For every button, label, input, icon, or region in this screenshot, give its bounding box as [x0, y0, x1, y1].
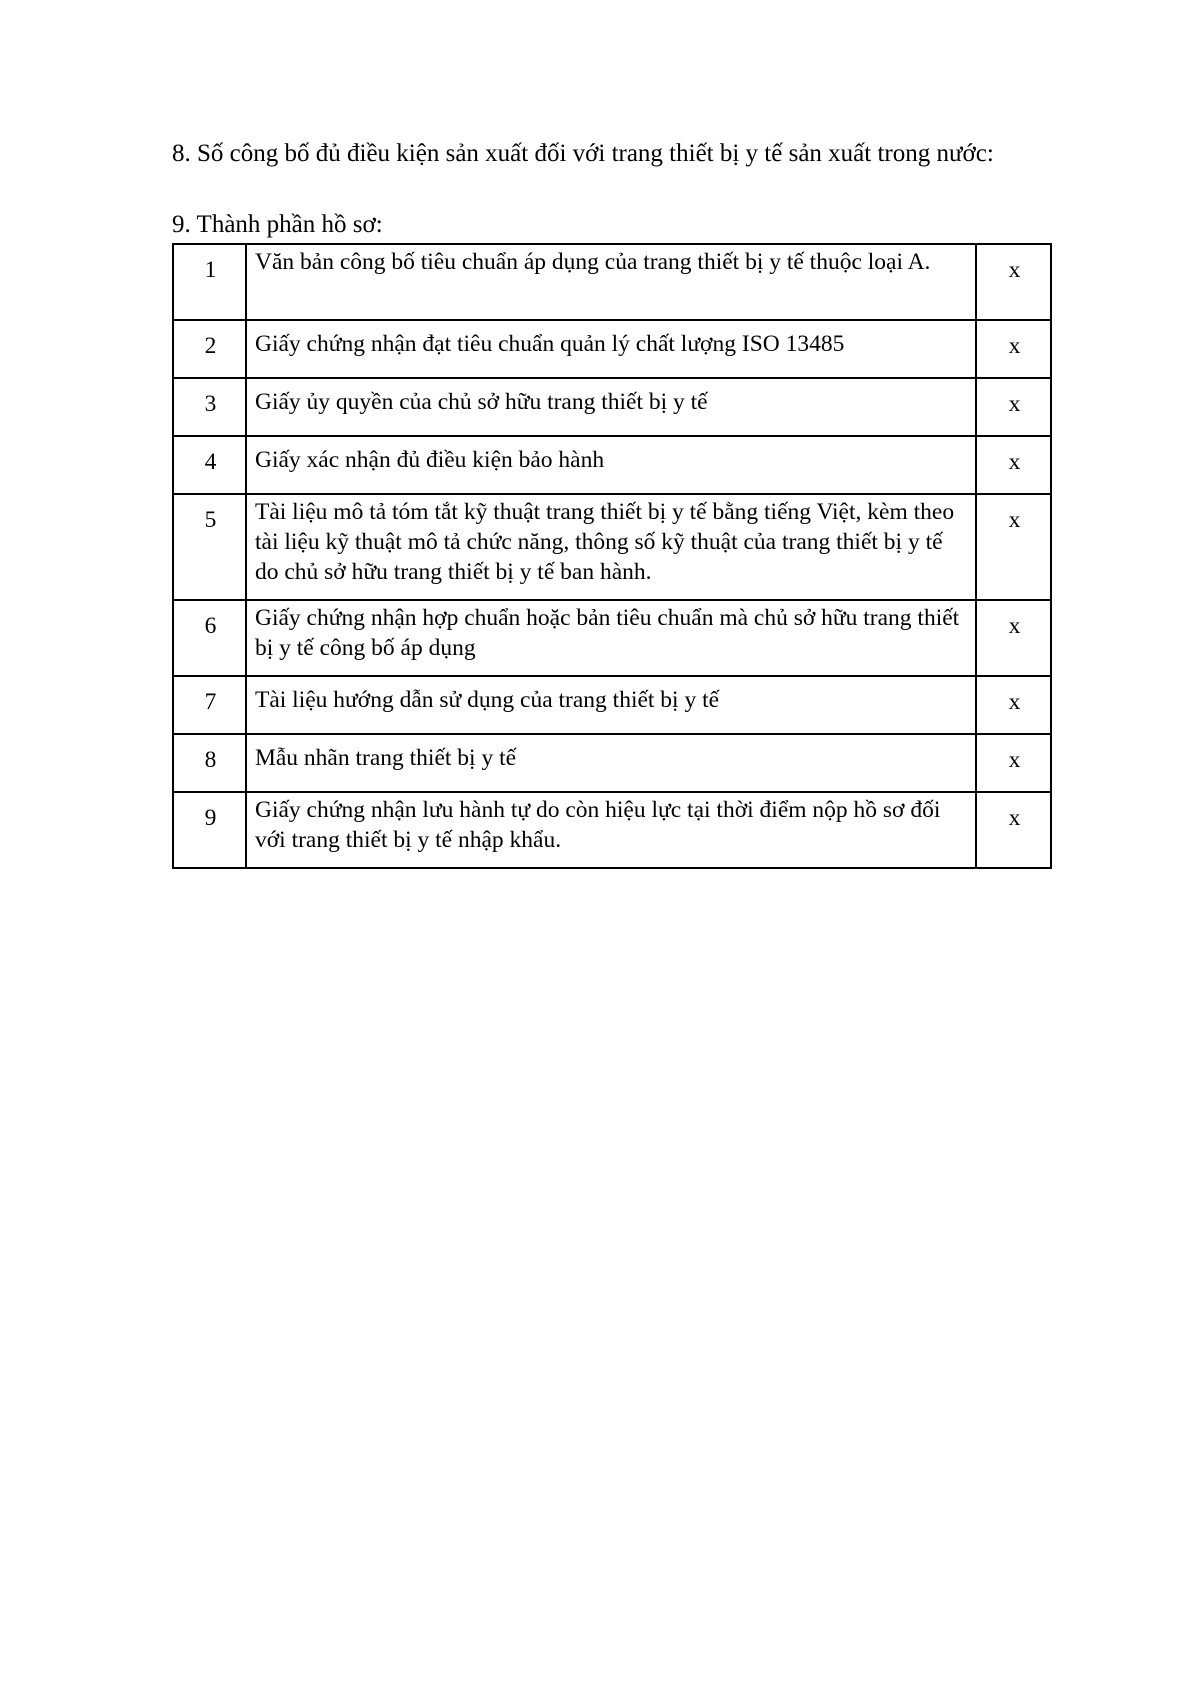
row-mark: x	[976, 676, 1051, 734]
row-mark: x	[976, 436, 1051, 494]
row-mark: x	[976, 792, 1051, 868]
row-description: Giấy ủy quyền của chủ sở hữu trang thiết bị y tế	[246, 378, 976, 436]
row-description: Giấy xác nhận đủ điều kiện bảo hành	[246, 436, 976, 494]
section-9-title: 9. Thành phần hồ sơ:	[172, 211, 383, 238]
row-description: Giấy chứng nhận hợp chuẩn hoặc bản tiêu chuẩn mà chủ sở hữu trang thiết bị y tế công bố áp dụng	[246, 600, 976, 676]
row-number: 1	[173, 244, 246, 320]
row-description: Giấy chứng nhận đạt tiêu chuẩn quản lý chất lượng ISO 13485	[246, 320, 976, 378]
row-number: 3	[173, 378, 246, 436]
table-row	[173, 676, 1051, 734]
row-description: Văn bản công bố tiêu chuẩn áp dụng của trang thiết bị y tế thuộc loại A.	[246, 244, 976, 320]
table-row	[173, 734, 1051, 792]
table-row	[173, 792, 1051, 868]
table-row	[173, 378, 1051, 436]
row-mark: x	[976, 600, 1051, 676]
table-row	[173, 600, 1051, 676]
table-row	[173, 494, 1051, 600]
table-row	[173, 436, 1051, 494]
row-number: 5	[173, 494, 246, 600]
table-row	[173, 320, 1051, 378]
documents-table	[172, 243, 1052, 869]
row-mark: x	[976, 494, 1051, 600]
row-description: Giấy chứng nhận lưu hành tự do còn hiệu lực tại thời điểm nộp hồ sơ đối với trang thiết bị y tế nhập khẩu.	[246, 792, 976, 868]
section-8-text: 8. Số công bố đủ điều kiện sản xuất đối với trang thiết bị y tế sản xuất trong nước:	[172, 140, 994, 167]
row-description: Tài liệu mô tả tóm tắt kỹ thuật trang thiết bị y tế bằng tiếng Việt, kèm theo tài liệu kỹ thuật mô tả chức năng, thông số kỹ thuật của trang thiết bị y tế do chủ sở hữu trang thiết bị y tế ban hành.	[246, 494, 976, 600]
row-mark: x	[976, 320, 1051, 378]
row-number: 6	[173, 600, 246, 676]
row-mark: x	[976, 734, 1051, 792]
row-number: 2	[173, 320, 246, 378]
row-number: 7	[173, 676, 246, 734]
table-row	[173, 244, 1051, 320]
row-number: 9	[173, 792, 246, 868]
row-description: Mẫu nhãn trang thiết bị y tế	[246, 734, 976, 792]
row-mark: x	[976, 244, 1051, 320]
row-description: Tài liệu hướng dẫn sử dụng của trang thiết bị y tế	[246, 676, 976, 734]
row-mark: x	[976, 378, 1051, 436]
row-number: 8	[173, 734, 246, 792]
row-number: 4	[173, 436, 246, 494]
